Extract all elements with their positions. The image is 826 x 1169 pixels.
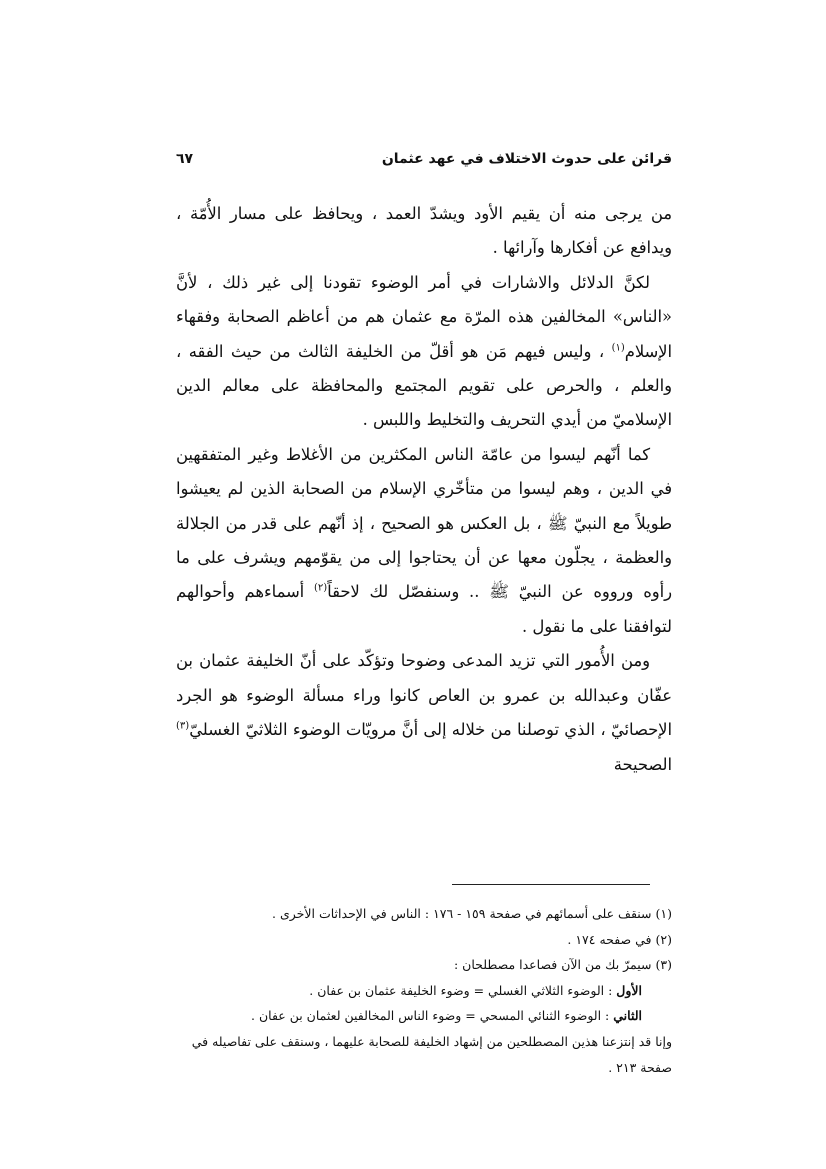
footnote-3-second-term (176, 1003, 672, 1029)
footnote-ref-2[interactable]: (٢) (313, 583, 328, 595)
footnote-ref-3[interactable]: (٣) (176, 720, 190, 732)
chapter-title: قرائن على حدوث الاختلاف في عهد عثمان (381, 151, 672, 167)
paragraph-2 (176, 266, 672, 438)
footnote-separator (452, 884, 650, 885)
second-term-text: : الوضوء الثنائي المسحي = وضوء الناس المخالفين لعثمان بن عفان . (251, 1008, 614, 1024)
paragraph-3-text-a: كما أنّهم ليسوا من عامّة الناس المكثرين من الأغلاط وغير المتفقهين في الدين ، وهم ليسوا من متأخّري الإسلام من الصحابة الذين لم يعيشوا طويلاً مع النبيّ ﷺ ، بل العكس هو الصحيح ، إذ أنّهم على قدر من الجلالة والعظمة ، يجلّون معها عن أن يحتاجوا إلى من يقوّمهم ويشرف على ما رأوه ورووه عن النبيّ ﷺ .. وسنفصّل لك لاحقاً (176, 444, 672, 602)
main-text (176, 197, 672, 782)
running-header (176, 147, 672, 173)
first-term-label: الأول (616, 982, 642, 998)
footnote-3-conclusion: وإنا قد إنتزعنا هذين المصطلحين من إشهاد الخليفة للصحابة عليهما ، وسنقف على تفاصيله في صفحة ٢١٣ . (191, 1033, 672, 1075)
paragraph-4-text-b: الصحيحة (613, 754, 672, 774)
footnote-ref-1[interactable]: (١) (611, 342, 625, 354)
second-term-label: الثاني (613, 1008, 642, 1024)
paragraph-1-text: من يرجى منه أن يقيم الأود ويشدّ العمد ، ويحافظ على مسار الأُمّة ، ويدافع عن أفكارها وآرائها . (176, 204, 672, 258)
footnote-3-first-term (176, 978, 672, 1004)
paragraph-2-text-a: لكنَّ الدلائل والاشارات في أمر الوضوء تقودنا إلى غير ذلك ، لأنَّ «الناس» المخالفين هذه المرّة مع عثمان هم من أعاظم الصحابة وفقهاء الإسلام (176, 272, 672, 361)
paragraph-3 (176, 438, 672, 644)
paragraph-3-text-b: أسماءهم وأحوالهم لتوافقنا على ما نقول . (176, 582, 672, 636)
footnote-1: (١) سنقف على أسمائهم في صفحة ١٥٩ - ١٧٦ : الناس في الإحداثات الأخرى . (272, 906, 672, 921)
paragraph-4-text-a: ومن الأُمور التي تزيد المدعى وضوحا وتؤكّد على أنّ الخليفة عثمان بن عفّان وعبدالله بن عمرو بن العاص كانوا وراء مسألة الوضوء هو الجرد الإحصائيّ ، الذي توصلنا من خلاله إلى أنَّ مرويّات الوضوء الثلاثيّ الغسليّ (176, 651, 672, 740)
paragraph-1 (176, 197, 672, 266)
paragraph-2-text-b: ، وليس فيهم مَن هو أقلّ من الخليفة الثالث من حيث الفقه ، والعلم ، والحرص على تقويم المجتمع والمحافظة على معالم الدين الإسلاميّ من أيدي التحريف والتخليط واللبس . (176, 341, 672, 430)
first-term-text: : الوضوء الثلاثي الغسلي = وضوء الخليفة عثمان بن عفان . (309, 982, 617, 998)
page-number: ٦٧ (176, 151, 194, 167)
footnote-3: (٣) سيمرّ بك من الآن فصاعدا مصطلحان : (454, 957, 672, 973)
footnotes (176, 901, 672, 1080)
footnote-2: (٢) في صفحه ١٧٤ . (567, 931, 672, 947)
paragraph-4 (176, 644, 672, 782)
